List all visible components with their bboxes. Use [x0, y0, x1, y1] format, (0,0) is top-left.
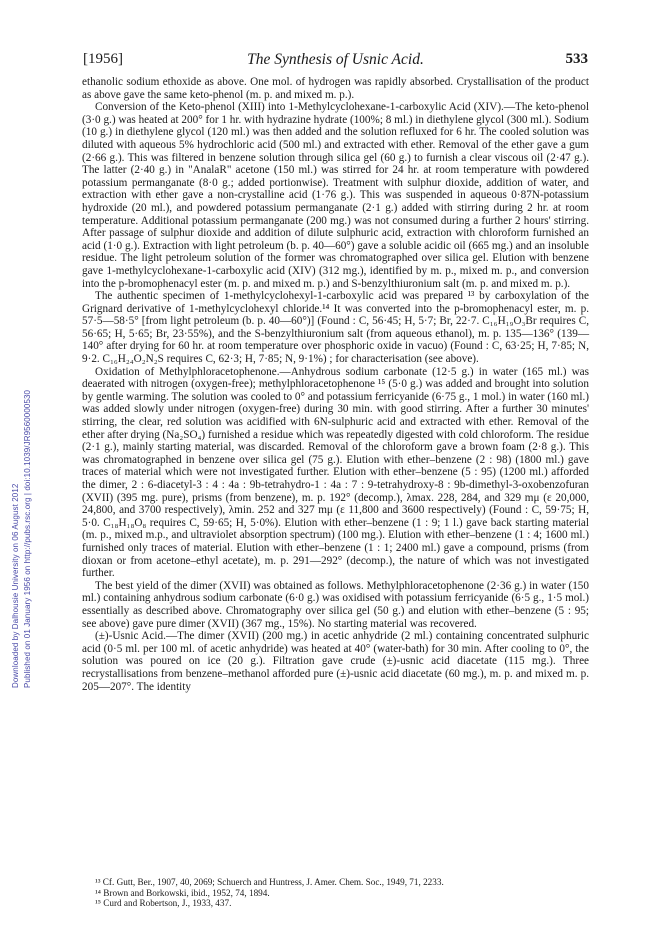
- header-year: [1956]: [83, 51, 123, 67]
- publication-doi-notice[interactable]: Published on 01 January 1956 on http://pubs.rsc.org | doi:10.1039/JR9560000530: [23, 389, 32, 688]
- compound-name: S-benzylthiuronium salt: [254, 327, 364, 340]
- paragraph-text: The authentic specimen of 1-methylcyclohexyl-1-carboxylic acid was prepared ¹³ by carboxylation of the Grignard derivative of 1-methylcyclohexyl chloride.¹⁴ It was converted into the: [82, 290, 589, 315]
- footnote-15: ¹⁵ Curd and Robertson, J., 1933, 437.: [95, 898, 232, 909]
- paragraph-text: .—The dimer (XVII) (200 mg.) in acetic anhydride (2 ml.) containing concentrated sulphuric acid (0·5 ml. per 100 ml. of acetic anhydride) was heated at 40° (water-bath) for 30 min. After cooling to 0°, the solution was poured on ice (20 g.). Filtration gave crude (±)-usnic acid diacetate (115 mg.). Three recrystallisations from benzene–methanol afforded pure (±)-usnic acid diacetate (60 mg.), m. p. and mixed m. p. 205—207°. The identity: [82, 630, 590, 693]
- paragraph-best-yield: [82, 580, 589, 630]
- footnotes: [82, 877, 589, 909]
- paragraph-oxidation: [82, 366, 589, 580]
- paragraph-text: The best yield of the dimer (XVII) was obtained as follows. Methylphloracetophenone (2·36 g.) in water (150 ml.) containing anhydrous sodium carbonate (6·0 g.) was oxidised with potassium ferricyanide (6·5 g., 1·5 mol.) essentially as described above. Chromatography over silica gel (50 g.) and elution with ether–benzene (5 : 95; see above) gave pure dimer (XVII) (367 mg., 15%). No starting material was recovered.: [82, 579, 589, 630]
- download-notice: Downloaded by Dalhousie University on 06 August 2012: [11, 483, 20, 688]
- paragraph-ethoxide: [82, 76, 589, 101]
- latin-phrase: in vacuo: [405, 340, 444, 353]
- paragraph-authentic-specimen: [82, 290, 589, 366]
- header-title: The Synthesis of Usnic Acid.: [247, 51, 424, 68]
- page-number: 533: [565, 51, 588, 67]
- article-body: [82, 76, 589, 693]
- paragraph-text: (XVII) (395 mg. pure), prisms (from benzene), m. p. 192° (decomp.), λmax. 228, 284, and 329 mμ (ε 20,000, 24,800, and 3700 respectively), λmin. 252 and 327 mμ (ε 11,800 and 3600 respectively) (Found : C, 59·75; H, 5·0. C₁₈H₁₈O₈ requires C, 59·65; H, 5·0%). Elution with ether–benzene (1 : 9; 1 l.) gave back starting material (m. p., mixed m.p., and ultraviolet absorption spectrum) (100 mg.). Elution with ether–benzene (1 : 4; 1600 ml.) furnished only traces of material. Elution with ether–benzene (1 : 1; 2400 ml.) gave a compound, prisms (from dioxan or from acetone–ethyl acetate), m. p. 291—292° (decomp.), the nature of which was not investigated further.: [82, 491, 589, 580]
- paragraph-text: —Anhydrous sodium carbonate (12·5 g.) in water (165 ml.) was deaerated with nitrogen (oxygen-free); methylphloracetophenone ¹⁵ (5·0 g.) was added and brought into solution by gentle warming. The solution was cooled to 0° and potassium ferricyanide (6·75 g., 1 mol.) in water (160 ml.) was added slowly under nitrogen (oxygen-free) during 30 min. with good stirring. After a further 30 minutes' stirring, the clear, red solution was acidified with 6N-sulphuric acid and extracted with ether. Removal of the ether after drying (Na₂SO₄) furnished a residue which was repeatedly digested with cold chloroform. The residue (2·1 g.), mainly starting material, was discarded. Removal of the chloroform gave a brown foam (2·8 g.). This was chromatographed in benzene over silica gel (75 g.). Elution with ether–benzene (2 : 98) (1800 ml.) gave traces of material which were not investigated further. Elution with ether–benzene (5 : 95) (1200 ml.) afforded the dimer,: [82, 365, 589, 491]
- section-heading: Usnic Acid: [112, 630, 164, 643]
- compound-name: p-bromophenacyl ester: [454, 302, 558, 315]
- section-heading: Conversion of the Keto-phenol (XIII) into 1-Methylcyclohexane-1-carboxylic Acid: [95, 101, 471, 114]
- paragraph-text: (from aqueous ethanol), m. p. 135—136° (139—140° after drying for 60 hr. at room temperature over phosphoric oxide: [82, 327, 590, 353]
- paragraph-text: ) (Found : C, 63·25; H, 7·85; N, 9·2. C₁₆H₂₄O₂N₂S requires C, 62·3; H, 7·85; N, 9·1%) ; for characterisation (see above).: [82, 340, 589, 366]
- paragraph-text: (±)-: [95, 630, 113, 643]
- footnote-14: ¹⁴ Brown and Borkowski, ibid., 1952, 74, 1894.: [95, 887, 270, 898]
- paragraph-keto-phenol-conversion: [82, 101, 589, 290]
- section-heading: Oxidation of Methylphloracetophenone.: [95, 365, 280, 378]
- compound-name: 2 : 6-diacetyl-3 : 4 : 4a : 9b-tetrahydro-1 : 4a : 7 : 9-tetrahydroxy-8 : 9b-dimethyl-3-oxobenzofuran: [131, 479, 589, 491]
- paragraph-text: ethanolic sodium ethoxide as above. One mol. of hydrogen was rapidly absorbed. Crystallisation of the product as above gave the same keto-phenol (m. p. and mixed m. p.).: [82, 76, 589, 101]
- running-header: [83, 51, 588, 69]
- footnote-13: ¹³ Cf. Gutt, Ber., 1907, 40, 2069; Schuerch and Huntress, J. Amer. Chem. Soc., 1949, 71, 2233.: [95, 877, 444, 887]
- paragraph-usnic-acid: [82, 630, 589, 693]
- paragraph-text: , m. p. 57·5—58·5° [from light petroleum (b. p. 40—60°)] (Found : C, 56·45; H, 5·7; Br, 22·7. C₁₆H₁₉O₃Br requires C, 56·65; H, 5·65; Br, 23·55%), and the: [82, 302, 590, 340]
- paragraph-text: (XIV).—The keto-phenol (3·0 g.) was heated at 200° for 1 hr. with hydrazine hydrate (100%; 8 ml.) in diethylene glycol (300 ml.). Sodium (10 g.) in diethylene glycol (120 ml.) was then added and the solution refluxed for 6 hr. The cooled solution was diluted with aqueous 5% hydrochloric acid (500 ml.) and extracted with ether. Removal of the ether gave a gum (2·66 g.). This was filtered in benzene solution through silica gel (60 g.) to furnish a clear viscous oil (2·47 g.). The latter (2·40 g.) in "AnalaR" acetone (150 ml.) was stirred for 24 hr. at room temperature with powdered potassium permanganate (8·0 g.; added portionwise). Treatment with sulphur dioxide, addition of water, and extraction with ether gave a non-crystalline acid (1·76 g.). This was suspended in aqueous 0·87N-potassium hydroxide (20 ml.), and powdered potassium permanganate (2·1 g.) added with stirring during 2 hr. at room temperature. Additional potassium permanganate (200 mg.) was not consumed during a further 2 hours' stirring. After passage of sulphur dioxide and addition of dilute sulphuric acid, extraction with chloroform furnished an acid (1·0 g.). Extraction with light petroleum (b. p. 40—60°) gave a soluble acidic oil (665 mg.) and an insoluble residue. The light petroleum solution of the former was chromatographed over silica gel. Elution with benzene gave 1-methylcyclohexane-1-carboxylic acid (XIV) (312 mg.), identified by m. p., mixed m. p., and conversion into the p-bromophenacyl ester (m. p. and mixed m. p.) and S-benzylthiuronium salt (m. p. and mixed m. p.).: [82, 101, 590, 290]
